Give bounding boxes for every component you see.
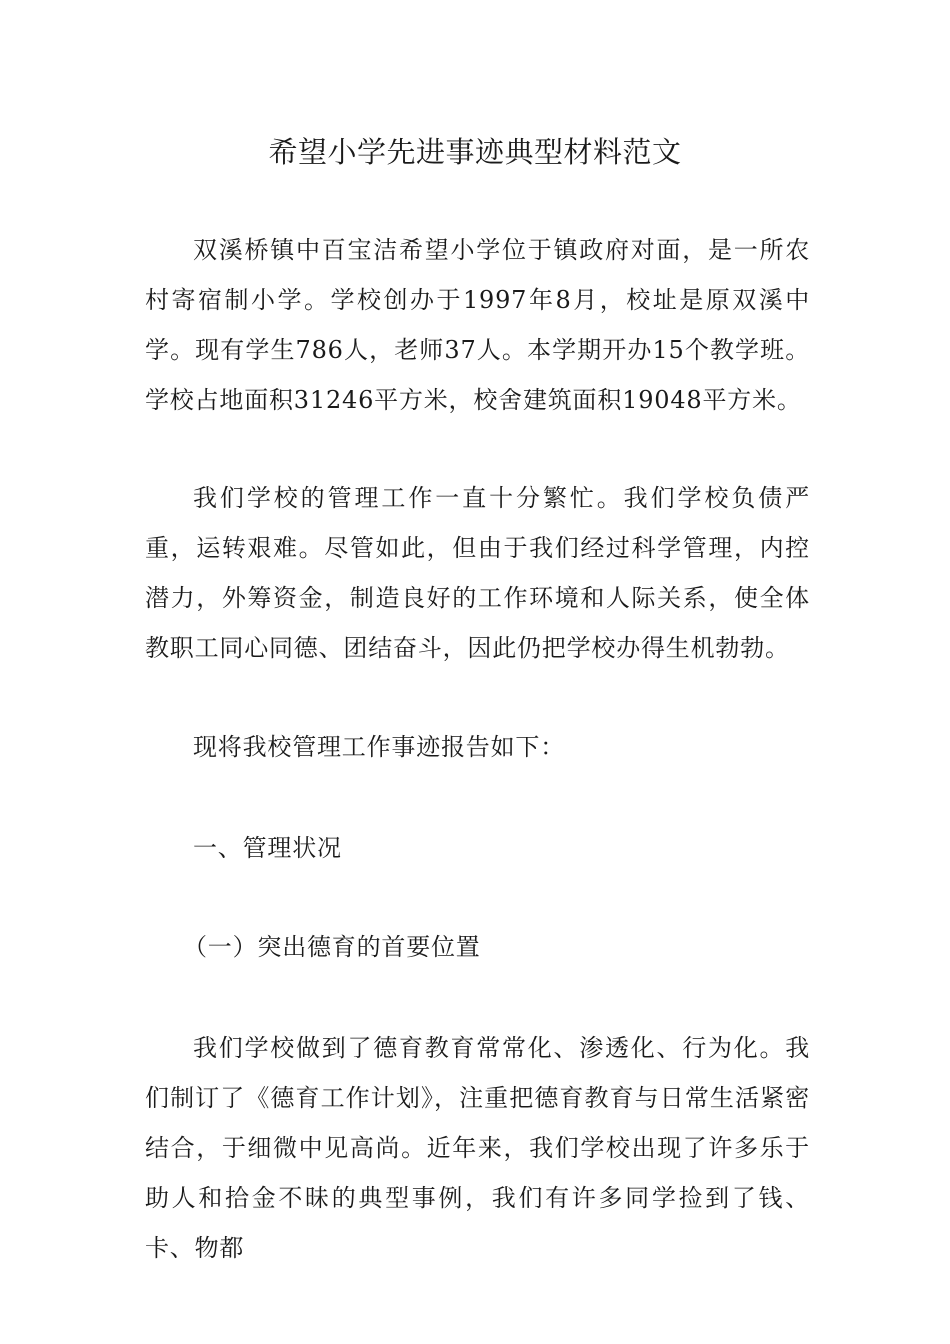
- paragraph-moral-education: 我们学校做到了德育教育常常化、渗透化、行为化。我们制订了《德育工作计划》，注重把德育教育与日常生活紧密结合，于细微中见高尚。近年来，我们学校出现了许多乐于助人和拾金不昧的典型事例，我们有许多同学捡到了钱、卡、物都: [145, 1034, 810, 1262]
- subsection-heading: （一）突出德育的首要位置: [183, 933, 481, 961]
- paragraph-report-intro: 现将我校管理工作事迹报告如下：: [193, 733, 565, 761]
- paragraph-school-intro: 双溪桥镇中百宝洁希望小学位于镇政府对面，是一所农村寄宿制小学。学校创办于1997年8月，校址是原双溪中学。现有学生786人，老师37人。本学期开办15个教学班。学校占地面积31246平方米，校舍建筑面积19048平方米。: [145, 236, 810, 414]
- document-title: 希望小学先进事迹典型材料范文: [268, 135, 682, 169]
- paragraph-management-overview: 我们学校的管理工作一直十分繁忙。我们学校负债严重，运转艰难。尽管如此，但由于我们经过科学管理，内控潜力，外筹资金，制造良好的工作环境和人际关系，使全体教职工同心同德、团结奋斗，因此仍把学校办得生机勃勃。: [145, 484, 810, 662]
- section-heading: 一、管理状况: [193, 834, 342, 862]
